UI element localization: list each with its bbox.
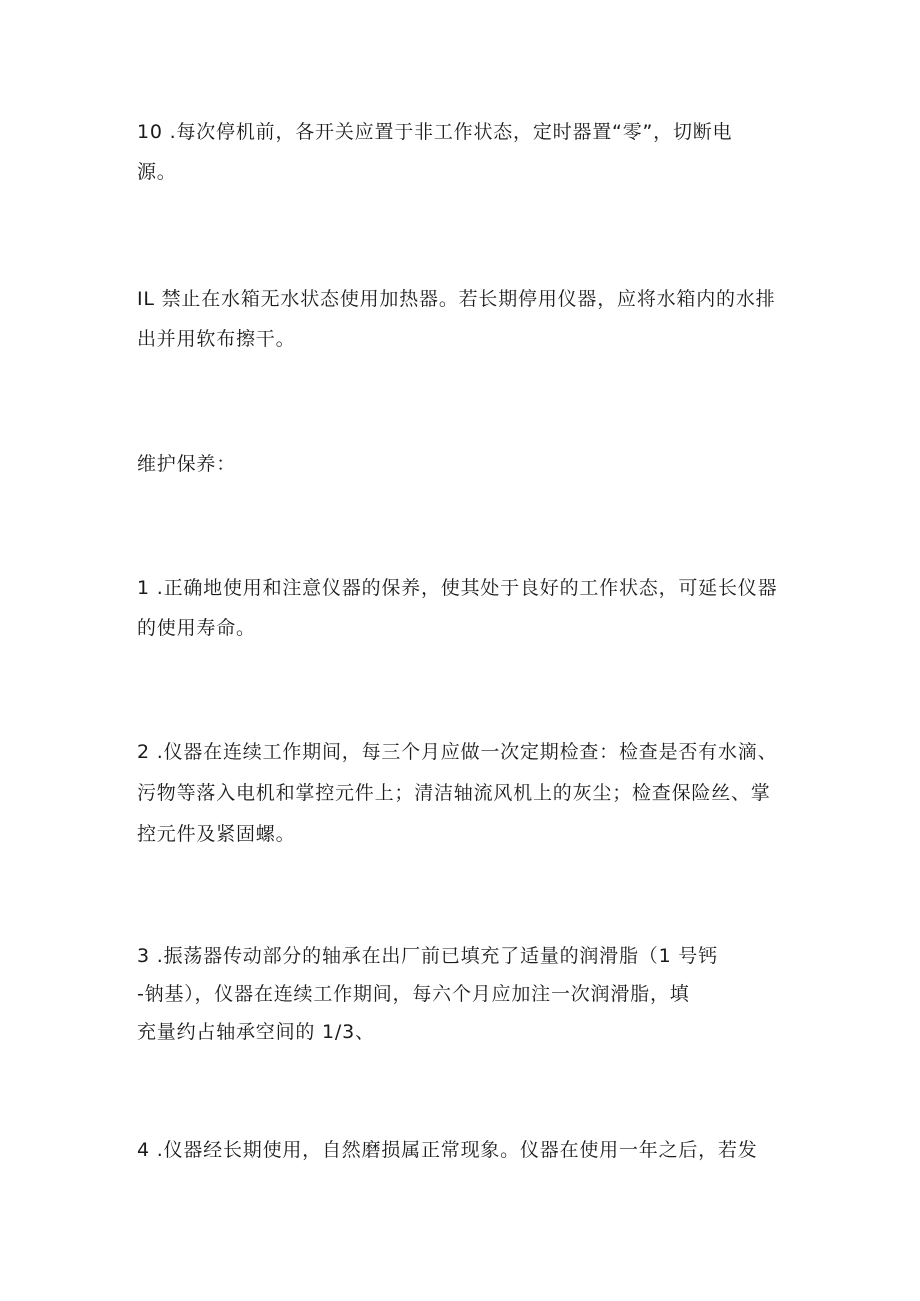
section-heading-maintenance: [137, 444, 797, 484]
heading-text: 维护保养：: [137, 453, 237, 475]
paragraph-item-1: [137, 568, 797, 648]
text-line: -钠基），仪器在连续工作期间，每六个月应加注一次润滑脂，填: [137, 983, 690, 1005]
paragraph-item-10: [137, 112, 797, 192]
text-line: 3 .振荡器传动部分的轴承在出厂前已填充了适量的润滑脂（1 号钙: [137, 945, 718, 967]
text-line: 的使用寿命。: [137, 617, 256, 639]
text-line: 污物等落入电机和掌控元件上；清洁轴流风机上的灰尘；检查保险丝、掌: [137, 782, 771, 804]
paragraph-item-2: [137, 732, 797, 855]
text-line: 4 .仪器经长期使用，自然磨损属正常现象。仪器在使用一年之后，若发: [137, 1139, 758, 1161]
paragraph-item-3: [137, 937, 797, 1051]
text-line: 源。: [137, 161, 177, 183]
paragraph-item-11: [137, 279, 797, 359]
text-line: 出并用软布擦干。: [137, 328, 296, 350]
text-line: 2 .仪器在连续工作期间，每三个月应做一次定期检查：检查是否有水滴、: [137, 741, 778, 763]
text-line: 1 .正确地使用和注意仪器的保养，使其处于良好的工作状态，可延长仪器: [137, 577, 778, 599]
paragraph-item-4: [137, 1130, 797, 1170]
text-line: 10 .每次停机前，各开关应置于非工作状态，定时器置“零”，切断电: [137, 121, 733, 143]
text-line: 控元件及紧固螺。: [137, 823, 296, 845]
text-line: IL 禁止在水箱无水状态使用加热器。若长期停用仪器，应将水箱内的水排: [137, 288, 776, 310]
text-line: 充量约占轴承空间的 1/3、: [137, 1021, 375, 1043]
